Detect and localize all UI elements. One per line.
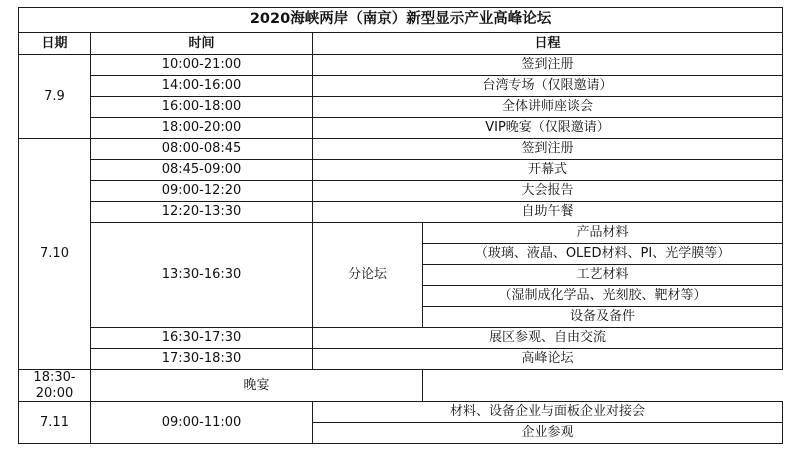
schedule-cell: 企业参观 <box>313 423 783 444</box>
table-row <box>19 97 783 118</box>
time-cell: 18:00-20:00 <box>91 118 313 139</box>
time-cell: 16:30-17:30 <box>91 328 313 349</box>
header-time: 时间 <box>91 33 313 55</box>
time-cell: 08:00-08:45 <box>91 139 313 160</box>
time-cell: 18:30-20:00 <box>19 370 91 402</box>
subforum-name: 产品材料 <box>423 223 783 244</box>
date-cell: 7.10 <box>19 139 91 370</box>
table-row <box>19 370 783 402</box>
schedule-cell: 大会报告 <box>313 181 783 202</box>
time-cell: 17:30-18:30 <box>91 349 313 370</box>
schedule-table <box>18 7 783 444</box>
schedule-cell: 自助午餐 <box>313 202 783 223</box>
schedule-cell: 开幕式 <box>313 160 783 181</box>
table-row <box>19 349 783 370</box>
subforum-detail: （玻璃、液晶、OLED材料、PI、光学膜等） <box>423 244 783 265</box>
schedule-cell: 签到注册 <box>313 55 783 76</box>
schedule-cell: 晚宴 <box>91 370 423 402</box>
table-row <box>19 402 783 423</box>
title-row <box>19 8 783 33</box>
forum-label-cell: 分论坛 <box>313 223 423 328</box>
table-row <box>19 160 783 181</box>
schedule-cell: 全体讲师座谈会 <box>313 97 783 118</box>
table-row <box>19 139 783 160</box>
table-row <box>19 181 783 202</box>
table-row <box>19 55 783 76</box>
date-cell: 7.9 <box>19 55 91 139</box>
table-row <box>19 223 783 244</box>
time-cell: 13:30-16:30 <box>91 223 313 328</box>
schedule-cell: 展区参观、自由交流 <box>313 328 783 349</box>
table-row <box>19 328 783 349</box>
table-row <box>19 118 783 139</box>
header-row <box>19 33 783 55</box>
subforum-name: 工艺材料 <box>423 265 783 286</box>
time-cell: 10:00-21:00 <box>91 55 313 76</box>
schedule-cell: 签到注册 <box>313 139 783 160</box>
table-row <box>19 202 783 223</box>
subforum-detail: （湿制成化学品、光刻胶、靶材等） <box>423 286 783 307</box>
time-cell: 08:45-09:00 <box>91 160 313 181</box>
time-cell: 09:00-11:00 <box>91 402 313 444</box>
schedule-cell: 台湾专场（仅限邀请） <box>313 76 783 97</box>
schedule-cell: VIP晚宴（仅限邀请） <box>313 118 783 139</box>
time-cell: 12:20-13:30 <box>91 202 313 223</box>
table-row <box>19 76 783 97</box>
time-cell: 16:00-18:00 <box>91 97 313 118</box>
header-date: 日期 <box>19 33 91 55</box>
schedule-cell: 高峰论坛 <box>313 349 783 370</box>
subforum-name: 设备及备件 <box>423 307 783 328</box>
time-cell: 09:00-12:20 <box>91 181 313 202</box>
header-schedule: 日程 <box>313 33 783 55</box>
date-cell: 7.11 <box>19 402 91 444</box>
schedule-cell: 材料、设备企业与面板企业对接会 <box>313 402 783 423</box>
table-title: 2020海峡两岸（南京）新型显示产业高峰论坛 <box>19 8 783 33</box>
time-cell: 14:00-16:00 <box>91 76 313 97</box>
